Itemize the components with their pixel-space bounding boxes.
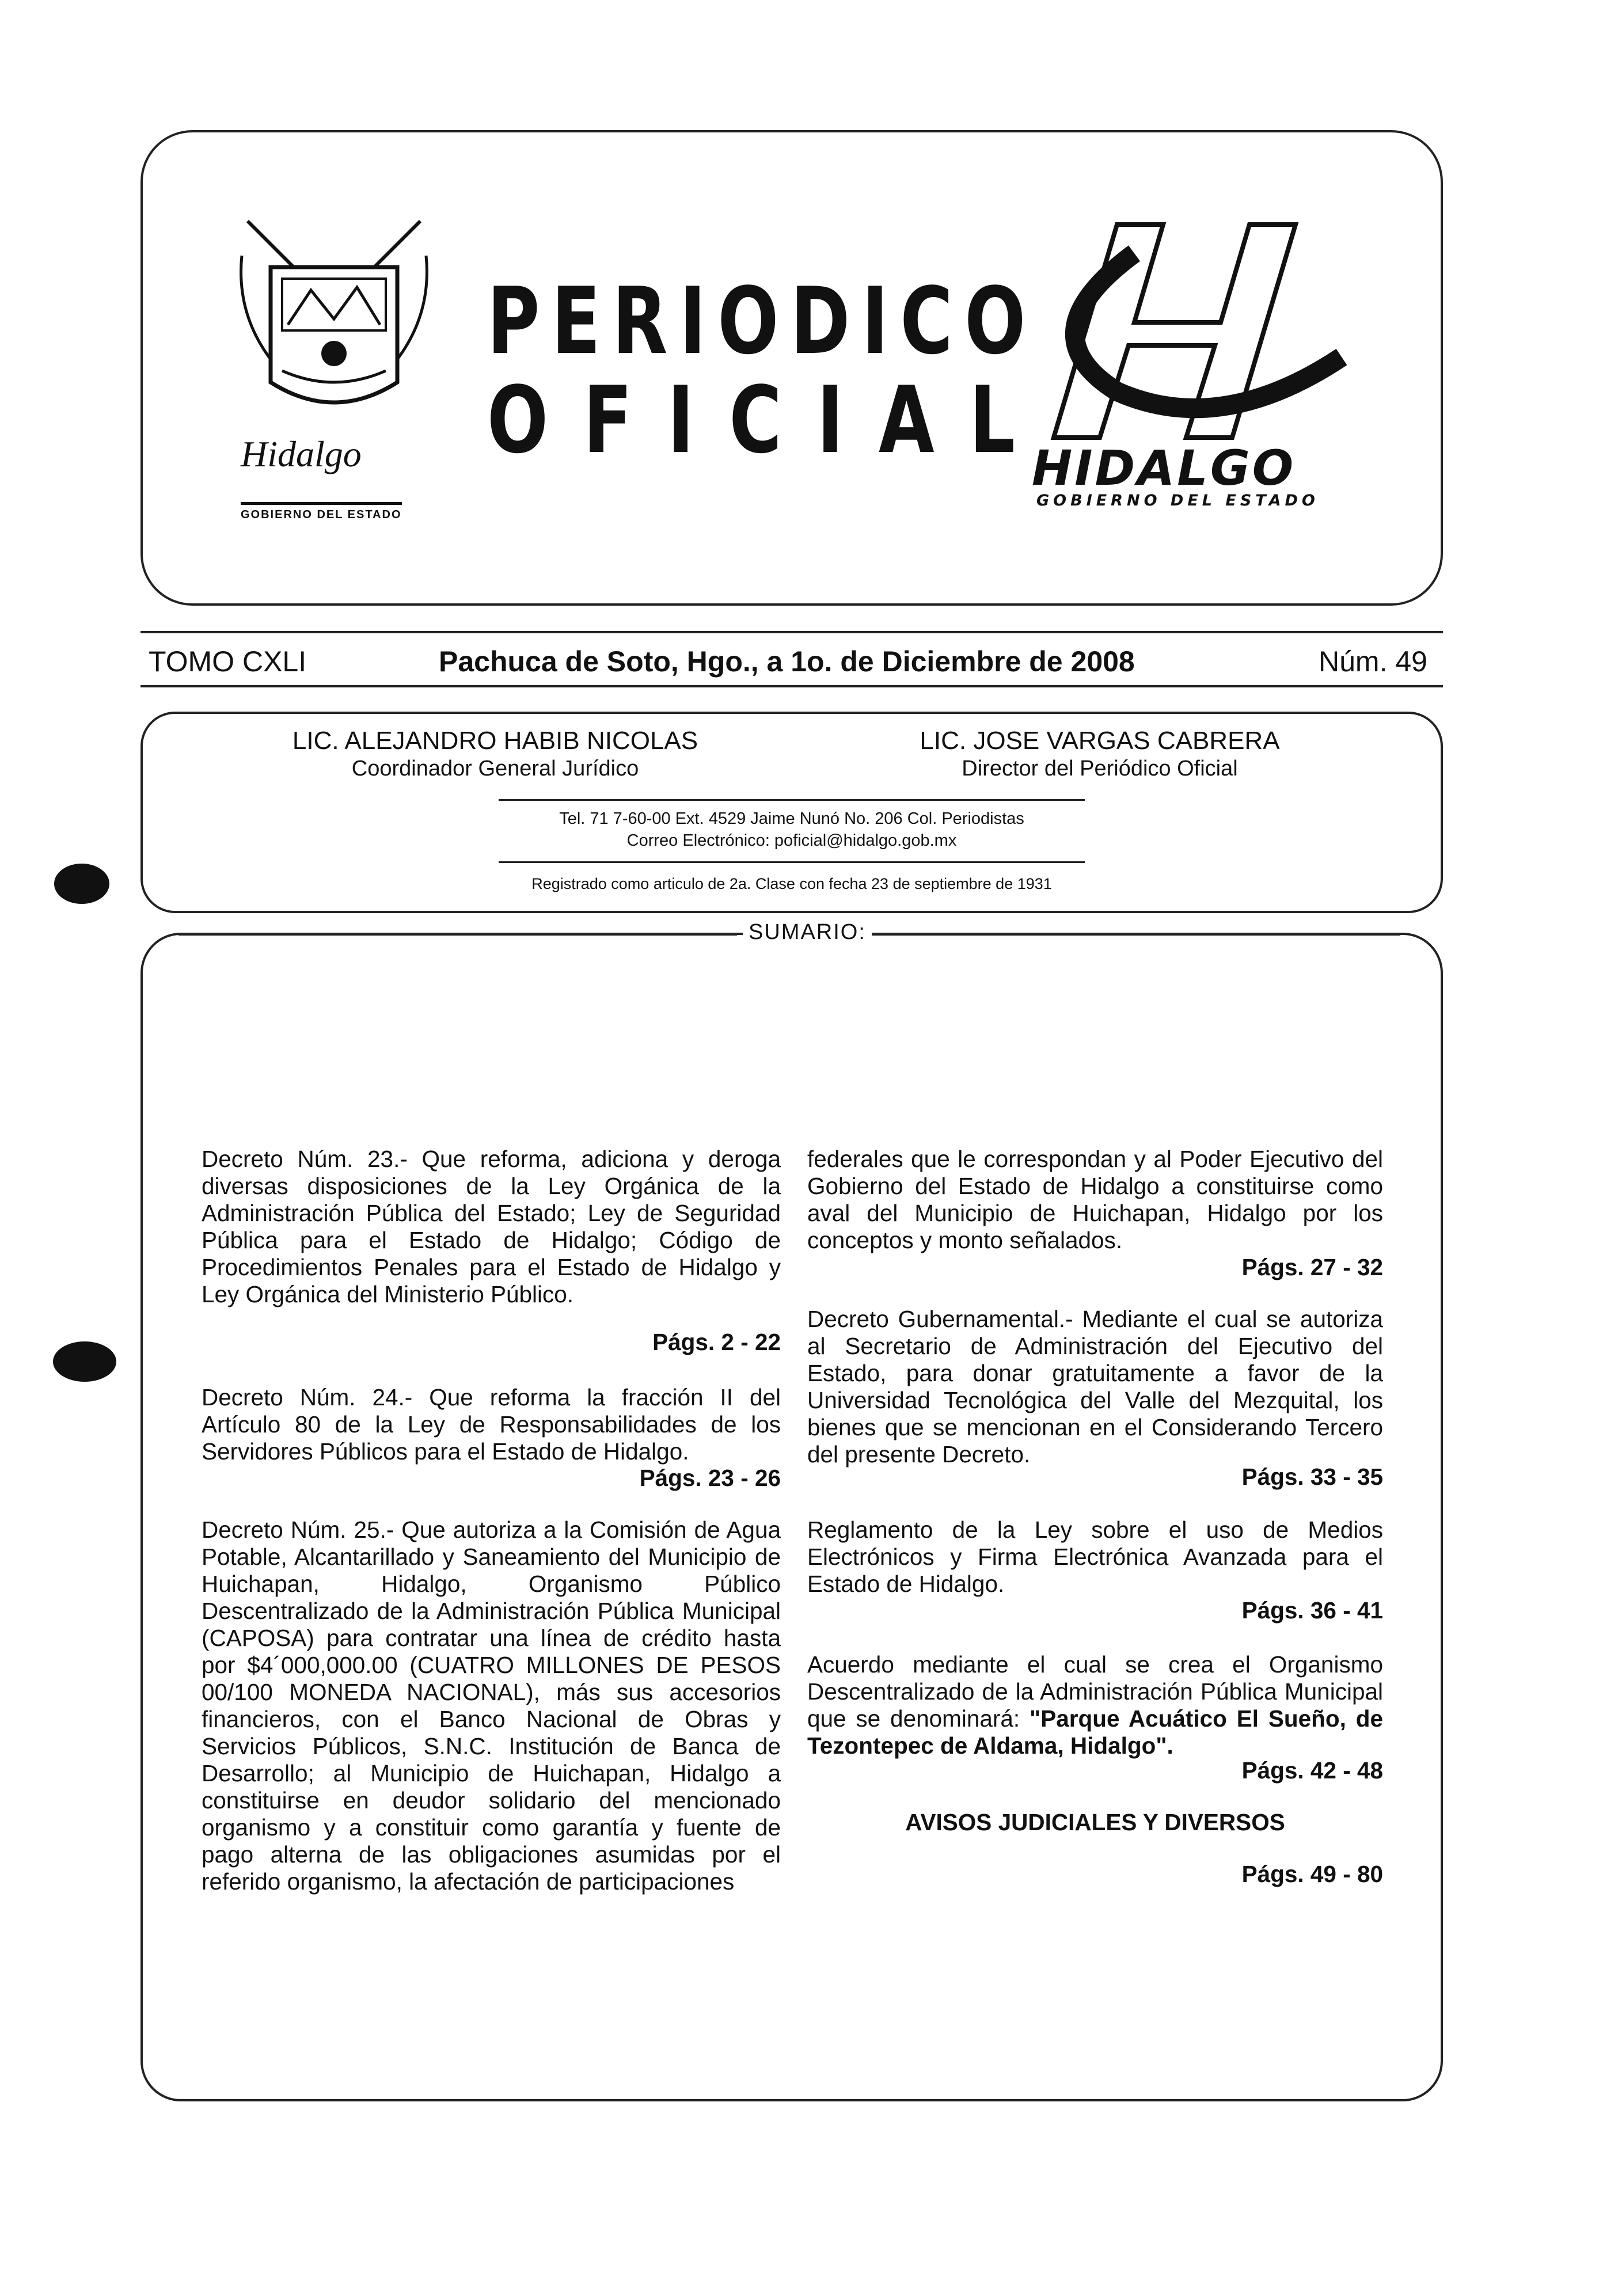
acuerdo-bold-title: "Parque Acuático El Sueño, de Tezontepec de Aldama, Hidalgo". [807, 1705, 1383, 1759]
summary-entry-reglamento: Reglamento de la Ley sobre el uso de Medios Electrónicos y Firma Electrónica Avanzada para el Estado de Hidalgo. [807, 1516, 1383, 1597]
contact-divider [499, 861, 1085, 863]
entry-pages: Págs. 27 - 32 [1241, 1254, 1383, 1280]
issue-rule-bottom [140, 685, 1443, 687]
avisos-heading: AVISOS JUDICIALES Y DIVERSOS [905, 1809, 1285, 1835]
entry-pages: Págs. 49 - 80 [1241, 1861, 1383, 1887]
contact-email: Correo Electrónico: poficial@hidalgo.gob.mx [626, 831, 957, 850]
entry-pages: Págs. 23 - 26 [639, 1465, 781, 1491]
left-emblem-caption: GOBIERNO DEL ESTADO [241, 502, 402, 522]
entry-pages: Págs. 36 - 41 [1241, 1597, 1383, 1624]
summary-entry-decreto-25: Decreto Núm. 25.- Que autoriza a la Comisión de Agua Potable, Alcantarillado y Saneamiento del Municipio de Huichapan, Hidalgo, Organismo Público Descentralizado de la Administración Pública Municipal (CAPOSA) para contratar una línea de crédito hasta por $4´000,000.00 (CUATRO MILLONES DE PESOS 00/100 MONEDA NACIONAL), más sus accesorios financieros, con el Banco Nacional de Obras y Servicios Públicos, S.N.C. Institución de Banca de Desarrollo; al Municipio de Huichapan, Hidalgo a constituirse en deudor solidario del mencionado organismo y a constituir como garantía y fuente de pago alterna de las obligaciones asumidas por el referido organismo, la afectación de participaciones [202, 1516, 781, 1895]
page-title-line1: PERIODICO [487, 267, 1038, 375]
right-logo-caption: GOBIERNO DEL ESTADO [1036, 492, 1319, 510]
entry-pages: Págs. 33 - 35 [1241, 1463, 1383, 1490]
summary-entry-decreto-24: Decreto Núm. 24.- Que reforma la fracción II del Artículo 80 de la Ley de Responsabilidades de los Servidores Públicos para el Estado de Hidalgo. [202, 1384, 781, 1465]
issue-date: Pachuca de Soto, Hgo., a 1o. de Diciembre de 2008 [439, 645, 1135, 678]
scan-speck [54, 864, 109, 904]
sumario-rule-right [871, 934, 1400, 936]
summary-entry-decreto-25-continued: federales que le correspondan y al Poder Ejecutivo del Gobierno del Estado de Hidalgo a constituirse como aval del Municipio de Huichapan, Hidalgo por los conceptos y monto señalados. [807, 1146, 1383, 1253]
hidalgo-brand-text: HIDALGO [1032, 440, 1296, 496]
issue-number: Núm. 49 [1319, 645, 1427, 678]
summary-entry-decreto-23: Decreto Núm. 23.- Que reforma, adiciona y deroga diversas disposiciones de la Ley Orgánica de la Administración Pública del Estado; Ley de Seguridad Pública para el Estado de Hidalgo; Código de Procedimientos Penales para el Estado de Hidalgo y Ley Orgánica del Ministerio Público. [202, 1146, 781, 1307]
hidalgo-h-logo-icon [1048, 219, 1347, 449]
issue-tomo: TOMO CXLI [149, 645, 307, 678]
staff-role: Coordinador General Jurídico [351, 757, 639, 781]
coat-of-arms-icon [236, 210, 432, 463]
entry-pages: Págs. 42 - 48 [1241, 1757, 1383, 1784]
registration-note: Registrado como articulo de 2a. Clase con fecha 23 de septiembre de 1931 [531, 875, 1052, 892]
issue-rule-top [140, 631, 1443, 633]
summary-entry-decreto-gubernamental: Decreto Gubernamental.- Mediante el cual se autoriza al Secretario de Administración del Ejecutivo del Estado, para donar gratuitamente a favor de la Universidad Tecnológica del Valle del Mezquital, los bienes que se mencionan en el Considerando Tercero del presente Decreto. [807, 1306, 1383, 1468]
scan-speck [53, 1341, 116, 1382]
contact-divider [499, 799, 1085, 801]
staff-role: Director del Periódico Oficial [962, 757, 1238, 781]
summary-entry-acuerdo [807, 1651, 1383, 1759]
contact-telephone: Tel. 71 7-60-00 Ext. 4529 Jaime Nunó No. 206 Col. Periodistas [559, 809, 1024, 828]
page-title-line2: OFICIAL [487, 366, 1050, 474]
sumario-rule-left [178, 934, 737, 936]
sumario-heading: SUMARIO: [743, 920, 872, 945]
hidalgo-script-text: Hidalgo [241, 434, 362, 474]
staff-name: LIC. JOSE VARGAS CABRERA [920, 727, 1280, 755]
staff-name: LIC. ALEJANDRO HABIB NICOLAS [292, 727, 698, 755]
acuerdo-text: Acuerdo mediante el cual se crea el Organismo Descentralizado de la Administración Pública Municipal que se denominará: [807, 1651, 1383, 1732]
entry-pages: Págs. 2 - 22 [652, 1329, 781, 1355]
